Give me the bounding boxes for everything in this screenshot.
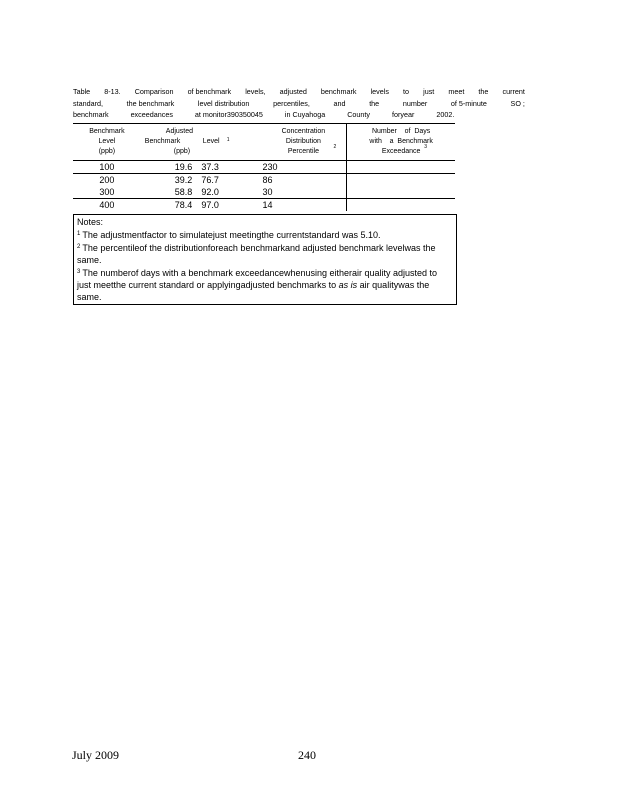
table-row: 300 58.8 92.0 30 <box>73 186 455 199</box>
notes-heading: Notes: <box>77 217 104 227</box>
table-row: 400 78.4 97.0 14 <box>73 199 455 212</box>
note-1: $^1$ The adjustmentfactor to simulatejust meetingthe currentstandard was 5.10. <box>77 230 381 240</box>
header-adjusted-benchmark: Adjusted Benchmark Level 1 (ppb) <box>141 124 261 161</box>
header-benchmark-level: Benchmark Level (ppb) <box>73 124 141 161</box>
benchmark-table <box>73 123 455 211</box>
table-notes <box>73 214 457 305</box>
header-concentration-percentile: Concentration Distribution Percentile 2 <box>261 124 347 161</box>
table-row: 100 19.6 37.3 230 <box>73 161 455 174</box>
caption-line-3: benchmark exceedances at monitor390350045 in Cuyahoga County foryear 2002. <box>73 110 455 119</box>
caption-line-1: Table 8-13. Comparison of benchmark levels, adjusted benchmark levels to just meet the current <box>73 87 525 96</box>
table-caption <box>73 86 525 121</box>
note-2: $^2$ The percentileof the distributionforeach benchmarkand adjusted benchmark levelwas the same. <box>77 243 436 265</box>
note-3: $^3$ The numberof days with a benchmark exceedancewhenusing eitherair quality adjusted to just meetthe current standard or applyingadjusted benchmarks to as is air qualitywas the same. <box>77 268 438 302</box>
table-row: 200 39.2 76.7 86 <box>73 174 455 187</box>
page-number: 240 <box>298 748 316 762</box>
caption-line-2: standard, the benchmark level distribution percentiles, and the number of 5-minute SO ; <box>73 98 525 108</box>
header-days-exceedance: Number of Days with a Benchmark Exceedance 3 <box>347 124 455 161</box>
table-header-row <box>73 124 455 161</box>
footer-date: July 2009 <box>72 748 120 762</box>
